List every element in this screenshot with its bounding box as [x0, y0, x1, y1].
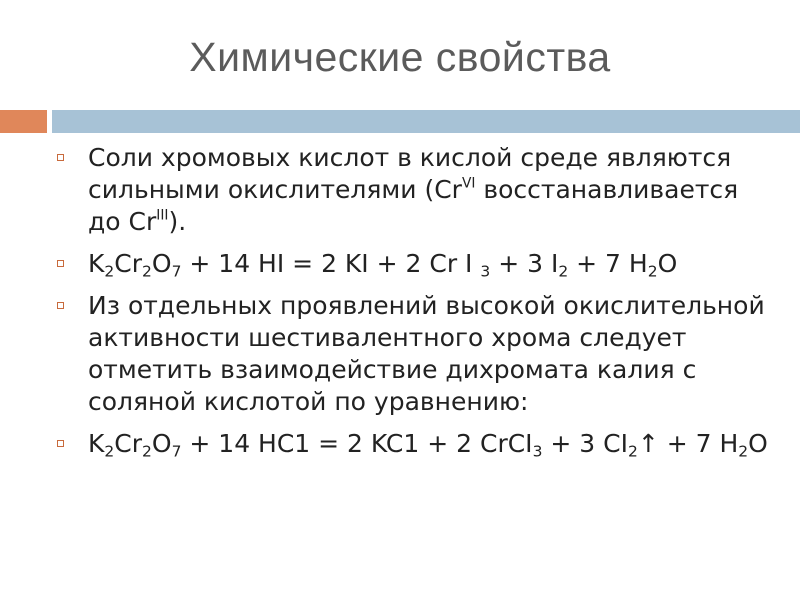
equation-part: O	[151, 249, 172, 278]
equation-part: O	[657, 249, 678, 278]
equation-subscript: 2	[627, 442, 638, 461]
equation-subscript: 3	[480, 262, 491, 281]
bullet-text: восстанавливается до Cr	[88, 175, 739, 236]
bullet-item-equation	[57, 248, 773, 280]
equation-part: + 3 CI	[542, 429, 628, 458]
equation-part: ↑ + 7 H	[637, 429, 739, 458]
equation-subscript: 2	[142, 262, 152, 281]
equation-subscript: 2	[558, 262, 569, 281]
equation-part: K	[88, 249, 105, 278]
equation-subscript: 7	[171, 442, 182, 461]
equation-subscript: 2	[738, 442, 749, 461]
square-bullet-icon	[57, 440, 64, 447]
equation-subscript: 2	[104, 262, 115, 281]
equation-part: Cr	[114, 249, 143, 278]
slide-title: Химические свойства	[189, 34, 611, 80]
equation-subscript: 2	[104, 442, 115, 461]
equation-subscript: 3	[532, 442, 543, 461]
square-bullet-icon	[57, 260, 64, 267]
bullet-text: Из отдельных проявлений высокой окислительной активности шестивалентного хрома следует отметить взаимодействие дихромата калия с соляной кислотой по уравнению:	[88, 291, 765, 416]
bullet-item-equation	[57, 428, 773, 460]
square-bullet-icon	[57, 302, 64, 309]
bullet-list	[57, 142, 773, 470]
square-bullet-icon	[57, 154, 64, 161]
equation-subscript: 7	[171, 262, 182, 281]
bullet-text: Соли хромовых кислот в кислой среде являются сильными окислителями (Cr	[88, 143, 732, 204]
equation-part: Cr	[114, 429, 143, 458]
accent-bar-blue	[52, 110, 800, 133]
bullet-item	[57, 142, 773, 238]
equation-part: + 14 HI = 2 KI + 2 Cr I	[181, 249, 481, 278]
equation-part: O	[151, 429, 172, 458]
equation-subscript: 2	[647, 262, 658, 281]
equation-part: + 7 H	[568, 249, 648, 278]
bullet-text: ).	[168, 207, 187, 236]
equation-subscript: 2	[142, 442, 152, 461]
equation-part: O	[748, 429, 768, 458]
accent-bar-orange	[0, 110, 47, 133]
oxidation-state-sup: III	[156, 207, 169, 224]
bullet-item	[57, 290, 773, 418]
equation-part: + 3 I	[490, 249, 559, 278]
equation-part: K	[88, 429, 105, 458]
oxidation-state-sup: VI	[461, 175, 476, 192]
equation-part: + 14 HC1 = 2 KC1 + 2 CrCI	[181, 429, 533, 458]
